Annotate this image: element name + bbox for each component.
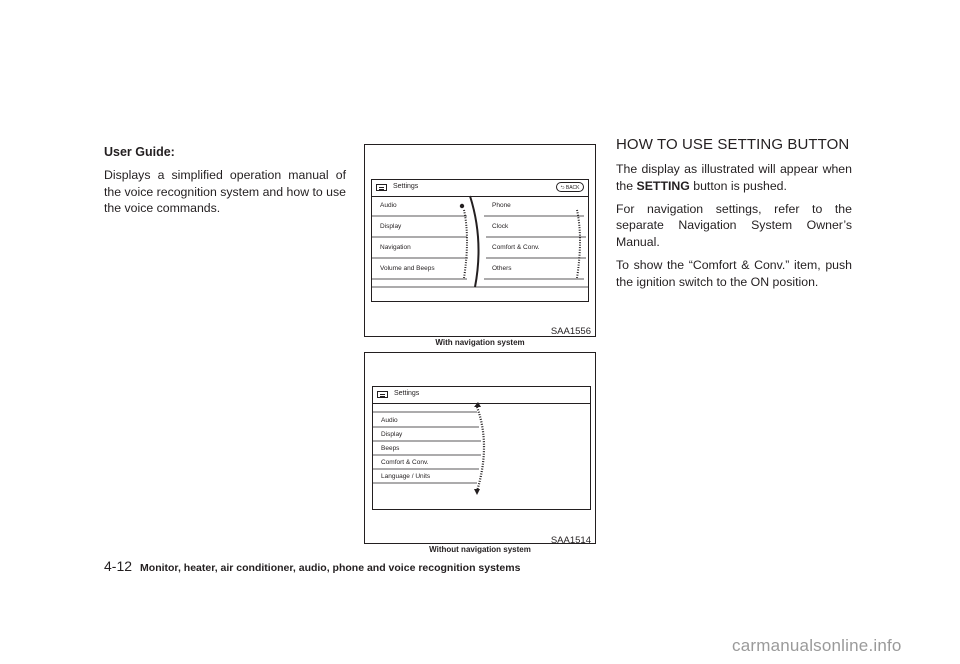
settings-screen-no-nav (372, 386, 591, 510)
menu-item-clock[interactable]: Clock (492, 223, 509, 230)
paragraph-comfort-item: To show the “Comfort & Conv.” item, push the ignition switch to the ON position. (616, 257, 852, 289)
paragraph-setting-button (616, 161, 852, 195)
p1-post: button is pushed. (693, 178, 787, 193)
menu-item-volume-beeps[interactable]: Volume and Beeps (380, 265, 435, 272)
menu-item-others[interactable]: Others (492, 265, 512, 272)
user-guide-text: Displays a simplified operation manual of the voice recognition system and how to use the voice commands. (104, 167, 346, 216)
figure-without-navigation (364, 352, 596, 544)
right-column (616, 161, 852, 297)
menu-item-display[interactable]: Display (380, 223, 402, 230)
figure-code: SAA1514 (550, 535, 591, 546)
menu-item-display[interactable]: Display (381, 431, 403, 438)
menu-item-audio[interactable]: Audio (381, 417, 398, 424)
back-button[interactable]: ⮌ BACK (556, 182, 584, 192)
figure-code: SAA1556 (550, 326, 591, 337)
back-label: BACK (565, 185, 580, 191)
menu-item-navigation[interactable]: Navigation (380, 244, 411, 251)
section-heading: HOW TO USE SETTING BUTTON (616, 136, 850, 153)
watermark[interactable]: carmanualsonline.info (732, 636, 902, 655)
menu-item-comfort[interactable]: Comfort & Conv. (492, 244, 540, 251)
menu-item-audio[interactable]: Audio (380, 202, 397, 209)
screen-title: Settings (393, 183, 419, 190)
section-title: Monitor, heater, air conditioner, audio, phone and voice recognition systems (140, 562, 521, 574)
paragraph-navigation-settings: For navigation settings, refer to the separate Navigation System Owner’s Manual. (616, 201, 852, 250)
figure-caption-no-nav: Without navigation system (429, 545, 531, 554)
page-footer (104, 558, 520, 574)
user-guide-heading: User Guide: (104, 145, 175, 159)
figure-caption-nav: With navigation system (435, 338, 525, 347)
screen-title: Settings (394, 390, 420, 397)
menu-item-comfort[interactable]: Comfort & Conv. (381, 459, 429, 466)
no-nav-screen-scrollbar (373, 387, 591, 510)
p1-pre: The display as illustrated will appear when the (616, 162, 852, 193)
setting-button-label: SETTING (636, 178, 690, 193)
nav-screen-scrollbars (372, 180, 589, 302)
page-number: 4-12 (104, 558, 133, 574)
settings-screen-nav (371, 179, 589, 302)
figure-with-navigation (364, 144, 596, 337)
left-column (104, 144, 346, 223)
menu-item-beeps[interactable]: Beeps (381, 445, 400, 452)
menu-item-language-units[interactable]: Language / Units (381, 473, 431, 480)
menu-item-phone[interactable]: Phone (492, 202, 511, 209)
